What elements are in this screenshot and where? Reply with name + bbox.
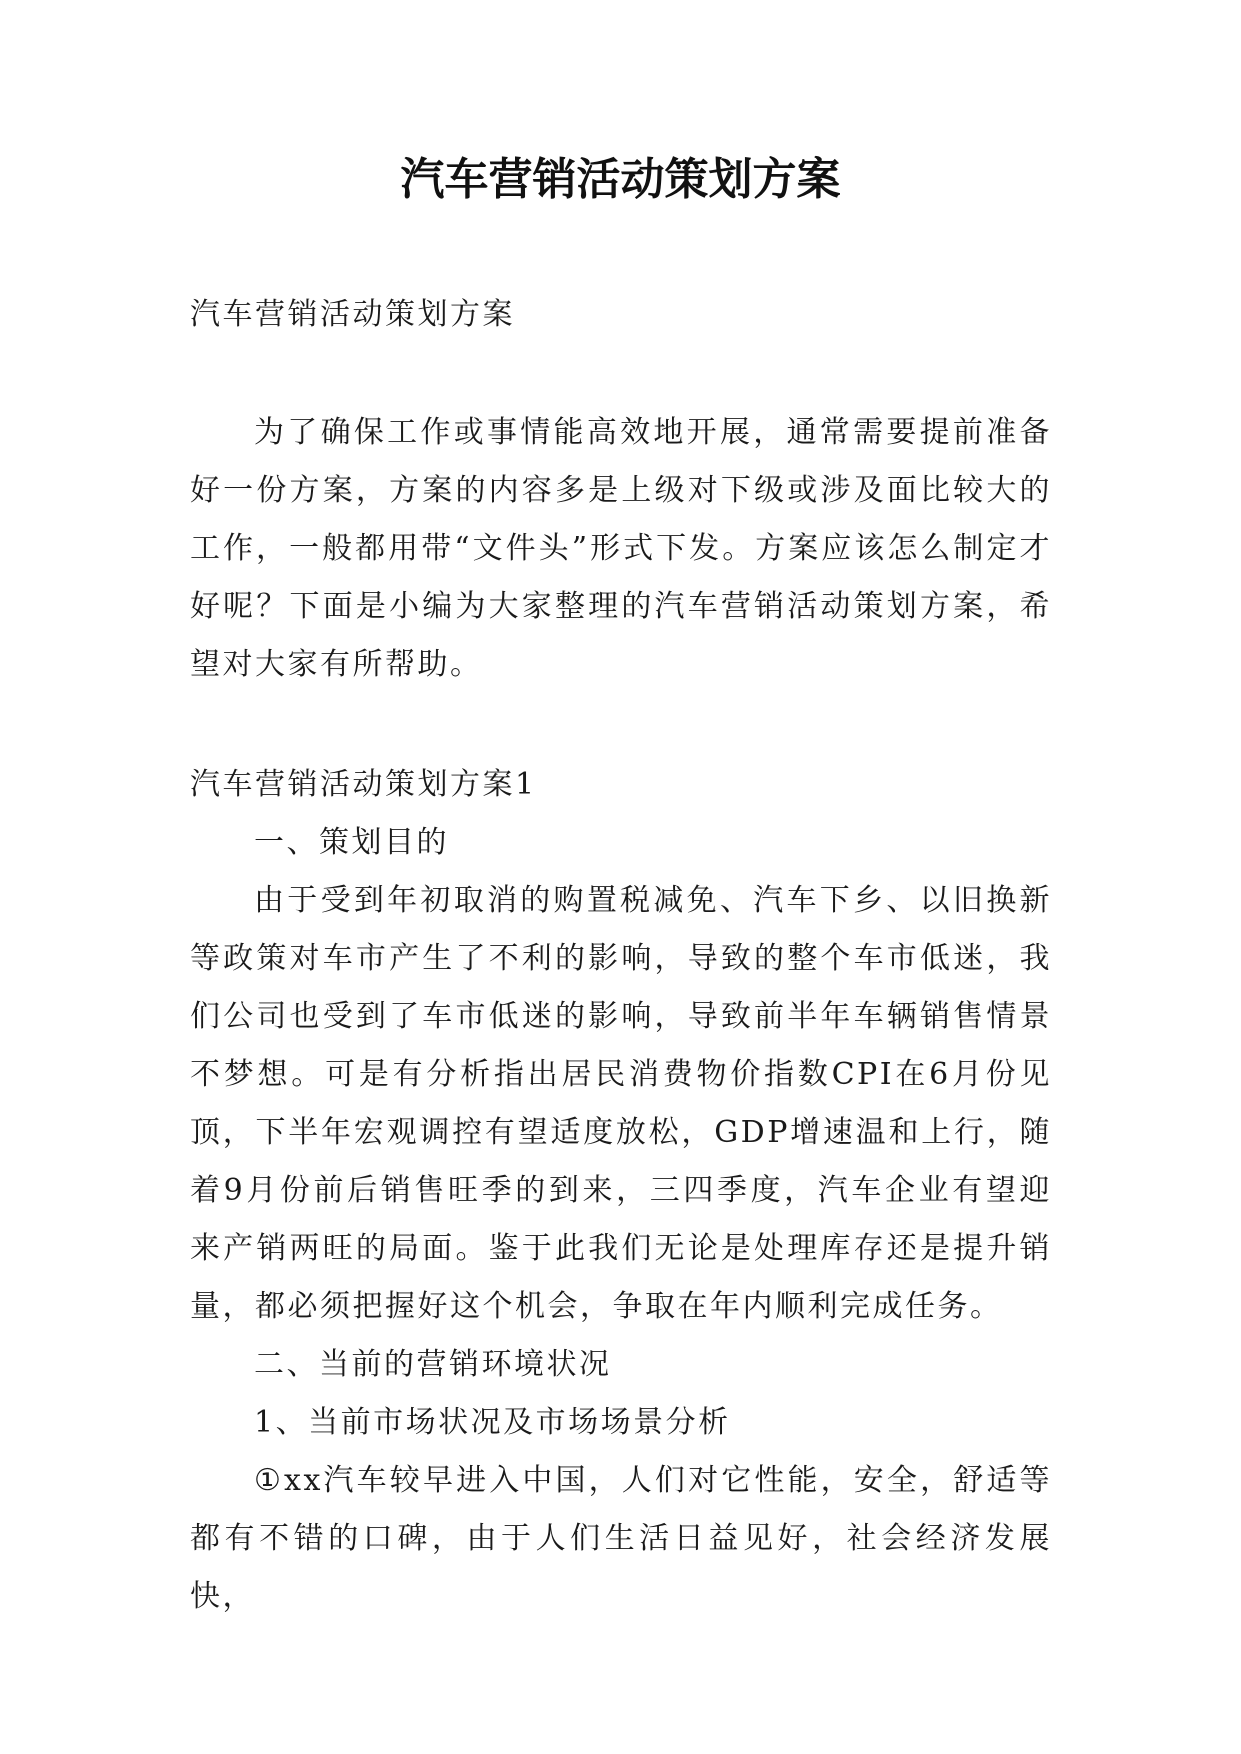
document-title: 汽车营销活动策划方案 [400,154,841,205]
purpose-paragraph: 由于受到年初取消的购置税减免、汽车下乡、以旧换新等政策对车市产生了不利的影响，导致的整个车市低迷，我们公司也受到了车市低迷的影响，导致前半年车辆销售情景不梦想。可是有分析指出居民消费物价指数CPI在6月份见顶，下半年宏观调控有望适度放松，GDP增速温和上行，随着9月份前后销售旺季的到来，三四季度，汽车企业有望迎来产销两旺的局面。鉴于此我们无论是处理库存还是提升销量，都必须把握好这个机会，争取在年内顺利完成任务。 [190,883,1052,1324]
heading-market: 1、当前市场状况及市场场景分析 [254,1405,731,1440]
document-subtitle: 汽车营销活动策划方案 [190,297,515,332]
intro-paragraph: 为了确保工作或事情能高效地开展，通常需要提前准备好一份方案，方案的内容多是上级对下级或涉及面比较大的工作，一般都用带“文件头”形式下发。方案应该怎么制定才好呢？下面是小编为大家整理的汽车营销活动策划方案，希望对大家有所帮助。 [190,415,1052,682]
heading-environment: 二、当前的营销环境状况 [254,1347,612,1382]
heading-purpose: 一、策划目的 [254,825,449,860]
section-heading: 汽车营销活动策划方案1 [190,767,537,802]
market-paragraph: ①xx汽车较早进入中国，人们对它性能，安全，舒适等都有不错的口碑，由于人们生活日益见好，社会经济发展快， [190,1463,1052,1614]
